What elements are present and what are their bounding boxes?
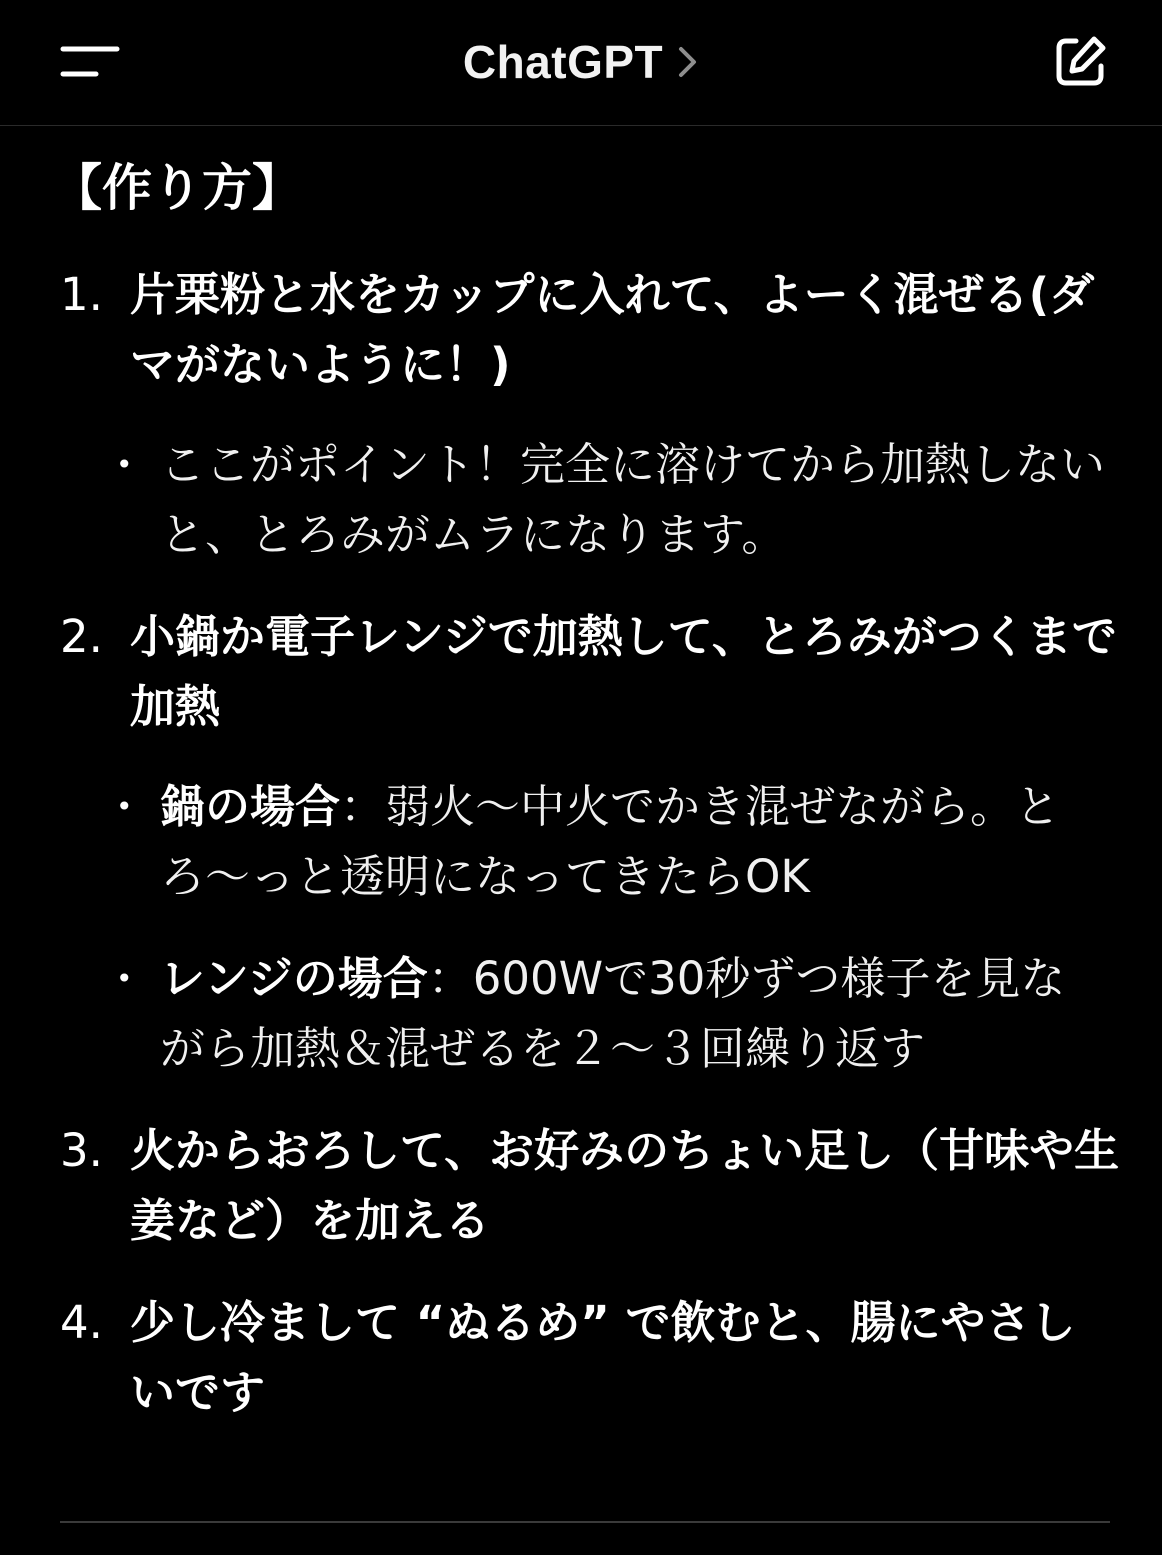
bullet-item bbox=[110, 944, 1110, 1084]
app-title: ChatGPT bbox=[462, 36, 664, 88]
bullet-text bbox=[160, 944, 1110, 1084]
model-selector[interactable] bbox=[0, 30, 1162, 94]
step-number: 3. bbox=[60, 1124, 103, 1177]
top-bar bbox=[0, 0, 1162, 126]
bullet-text: ここがポイント！完全に溶けてから加熱しないと、とろみがムラになります。 bbox=[160, 438, 1106, 561]
step-number: 4. bbox=[60, 1296, 103, 1349]
step-text: 小鍋か電子レンジで加熱して、とろみがつくまで加熱 bbox=[130, 610, 1117, 733]
message-divider bbox=[60, 1521, 1110, 1523]
bullet-dot: • bbox=[116, 448, 133, 481]
step-text: 火からおろして、お好みのちょい足し（甘味や生姜など）を加える bbox=[130, 1124, 1120, 1247]
bullet-label: 鍋の場合 bbox=[160, 780, 341, 833]
step-item bbox=[60, 602, 1120, 742]
new-chat-icon bbox=[1050, 32, 1110, 92]
bullet-dot: • bbox=[116, 790, 133, 823]
bullet-dot: • bbox=[116, 962, 133, 995]
step-number: 1. bbox=[60, 268, 103, 321]
new-chat-button[interactable] bbox=[1040, 26, 1120, 98]
bullet-detail: ：600Wで30秒ずつ様子を見ながら加熱＆混ぜるを２〜３回繰り返す bbox=[160, 952, 1066, 1075]
chevron-right-icon bbox=[677, 45, 699, 79]
step-number: 2. bbox=[60, 610, 103, 663]
step-item bbox=[60, 1288, 1120, 1428]
step-text: 片栗粉と水をカップに入れて、よーく混ぜる(ダマがないように！) bbox=[130, 268, 1095, 391]
bullet-detail: ：弱火〜中火でかき混ぜながら。とろ〜っと透明になってきたらOK bbox=[160, 780, 1061, 903]
bullet-item bbox=[110, 772, 1110, 912]
section-heading: 【作り方】 bbox=[52, 159, 302, 217]
bullet-text bbox=[160, 772, 1110, 912]
bullet-label: レンジの場合 bbox=[160, 952, 428, 1005]
step-text: 少し冷まして “ぬるめ” で飲むと、腸にやさしいです bbox=[130, 1296, 1076, 1419]
bullet-item bbox=[110, 430, 1110, 570]
step-item bbox=[60, 260, 1120, 400]
step-item bbox=[60, 1116, 1120, 1256]
